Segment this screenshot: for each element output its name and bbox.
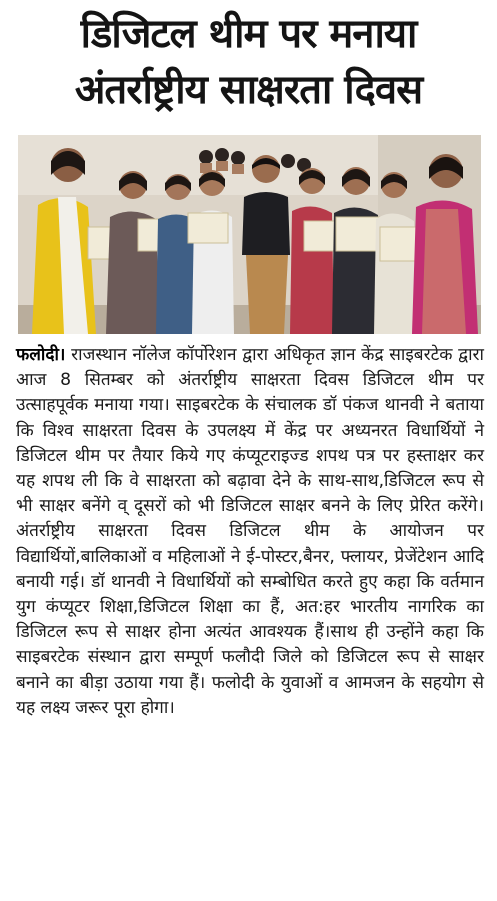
headline bbox=[0, 6, 497, 118]
headline-line-2: अंतर्राष्ट्रीय साक्षरता दिवस bbox=[74, 67, 423, 113]
news-photo bbox=[18, 135, 481, 334]
article-dateline: फलोदी। bbox=[16, 345, 66, 365]
article-text: राजस्थान नॉलेज कॉर्पोरेशन द्वारा अधिकृत ज्ञान केंद्र साइबरटेक द्वारा आज 8 सितम्बर को अंतर्राष्ट्रीय साक्षरता दिवस डिजिटल थीम पर उत्साहपूर्वक मनाया गया। साइबरटेक के संचालक डॉ पंकज थानवी ने बताया कि विश्व साक्षरता दिवस के उपलक्ष्य में केंद्र पर अध्यनरत विधार्थियों ने डिजिटल थीम पर तैयार किये गए कंप्यूटराइज्ड शपथ पत्र पर हस्ताक्षर कर यह शपथ ली कि वे साक्षरता को बढ़ावा देने के साथ-साथ,डिजिटल रूप से भी साक्षर बनेंगे व् दूसरों को भी डिजिटल साक्षर बनने के लिए प्रेरित करेंगे। अंतर्राष्ट्रीय साक्षरता दिवस डिजिटल थीम के आयोजन पर विद्यार्थियों,बालिकाओं व महिलाओं ने ई-पोस्टर,बैनर, फ्लायर, प्रेजेंटेशन आदि बनायी गई। डॉ थानवी ने विधार्थियों को सम्बोधित करते हुए कहा कि वर्तमान युग कंप्यूटर शिक्षा,डिजिटल शिक्षा का हैं, अत:हर भारतीय नागरिक का डिजिटल रूप से साक्षर होना अत्यंत आवश्यक हैं।साथ ही उन्होंने कहा कि साइबरटेक संस्थान द्वारा सम्पूर्ण फलौदी जिले को डिजिटल रूप से साक्षर बनाने का बीड़ा उठाया गया हैं। फलोदी के युवाओं व आमजन के सहयोग से यह लक्ष्य जरूर पूरा होगा। bbox=[16, 345, 484, 718]
headline-line-1: डिजिटल थीम पर मनाया bbox=[80, 11, 417, 57]
group-photo-illustration bbox=[18, 135, 481, 334]
article-body bbox=[16, 343, 484, 721]
